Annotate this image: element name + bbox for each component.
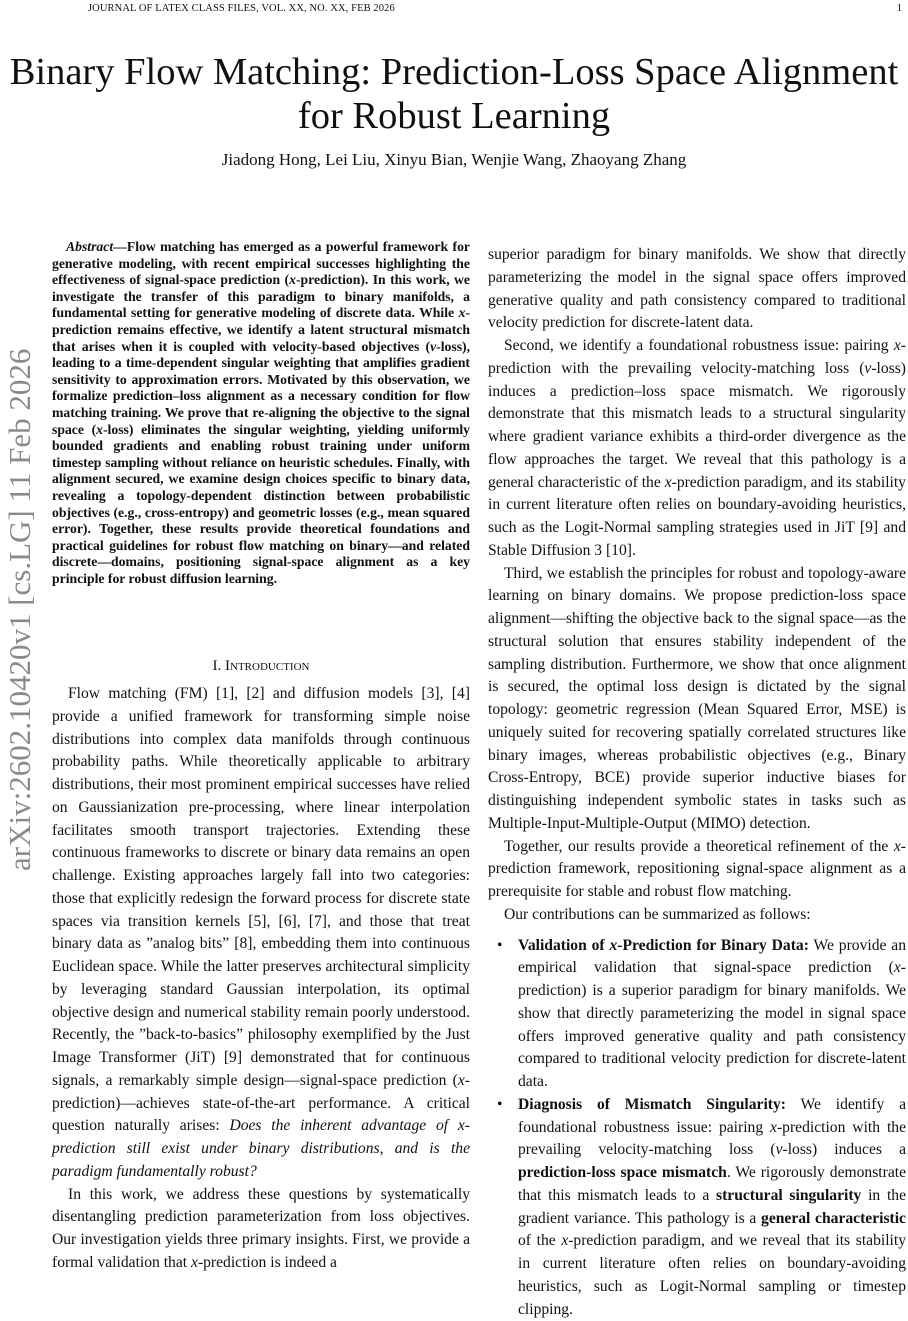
section-heading: I. Introduction	[52, 658, 470, 675]
text-run: -Prediction for Binary Data:	[617, 937, 809, 954]
text-run: Third, we establish the principles for robust and topology-aware learning on binary domains. We propose prediction-loss space alignment—shifting the objective back to the signal space—as the structural solution that ensures stability independent of the sampling distribution. Furthermore, we show that once alignment is secured, the optimal loss design is dictated by the signal topology: geometric regression (Mean Squared Error, MSE) is uniquely suited for recovering spatially correlated structures like binary images, whereas probabilistic objectives (e.g., Binary Cross-Entropy, BCE) provide superior inductive biases for distinguishing independent symbolic states in tasks such as Multiple-Input-Multiple-Output (MIMO) detection.	[488, 565, 906, 832]
contributions-list	[488, 935, 906, 1321]
text-run: -prediction remains effective, we identify a latent structural mismatch that arises when it is coupled with velocity-based objectives (	[52, 305, 470, 353]
text-run: -prediction paradigm, and we reveal that its stability in current literature often relies on boundary-avoiding heuristics, such as Logit-Normal sampling or timestep clipping.	[518, 1232, 906, 1317]
text-run: -prediction is indeed a	[198, 1254, 337, 1271]
math-symbol: x	[96, 422, 103, 437]
text-run: Validation of	[518, 937, 610, 954]
text-run: Our contributions can be summarized as follows:	[504, 906, 811, 923]
body-paragraph	[488, 836, 906, 904]
bullet-icon: •	[497, 935, 502, 958]
text-run: -loss) eliminates the singular weighting, yielding uniformly bounded gradients and enabling robust training under uniform timestep sampling without reliance on heuristic schedules. Finally, with alignment secured, we examine design choices specific to binary data, revealing a topology-dependent distinction between probabilistic objectives (e.g., cross-entropy) and geometric losses (e.g., mean squared error). Together, these results provide theoretical foundations and practical guidelines for robust flow matching on binary—and related discrete—domains, positioning signal-space alignment as a key principle for robust diffusion learning.	[52, 422, 470, 586]
text-run: of the	[518, 1232, 561, 1249]
text-run: -prediction paradigm, and its stability in current literature often relies on boundary-avoiding heuristics, such as the Logit-Normal sampling strategies used in JiT [9] and Stable Diffusion 3 [10].	[488, 474, 906, 559]
math-symbol: x	[610, 937, 618, 954]
paper-title: Binary Flow Matching: Prediction-Loss Space Alignment for Robust Learning	[0, 50, 908, 138]
math-symbol: x	[191, 1254, 198, 1271]
text-run: -prediction with the prevailing velocity-matching loss (	[488, 337, 906, 377]
list-item	[518, 1094, 906, 1321]
page-number: 1	[897, 3, 902, 14]
math-symbol: x	[458, 1072, 465, 1089]
text-run: Together, our results provide a theoretical refinement of the	[504, 838, 894, 855]
bullet-icon: •	[497, 1094, 502, 1117]
body-paragraph	[52, 1184, 470, 1275]
text-run: general characteristic	[761, 1210, 906, 1227]
body-paragraph	[488, 335, 906, 563]
right-column-body	[488, 244, 906, 1321]
body-paragraph	[52, 683, 470, 1184]
math-symbol: x	[770, 1119, 777, 1136]
text-run: . We rigorously demonstrate that this mismatch leads to a	[518, 1164, 906, 1204]
text-run: Abstract	[66, 239, 113, 254]
math-symbol: x	[459, 305, 466, 320]
list-item-text	[518, 1096, 906, 1318]
arxiv-stamp: arXiv:2602.10420v1 [cs.LG] 11 Feb 2026	[2, 285, 42, 935]
text-run: In this work, we address these questions by systematically disentangling prediction parameterization from loss objectives. Our investigation yields three primary insights. First, we provide a formal validation that	[52, 1186, 470, 1271]
text-run: Does the inherent advantage of x-prediction still exist under binary distributions, and is the paradigm fundamentally robust?	[52, 1117, 470, 1180]
text-run: prediction-loss space mismatch	[518, 1164, 727, 1181]
math-symbol: x	[561, 1232, 568, 1249]
math-symbol: x	[665, 474, 672, 491]
math-symbol: x	[894, 959, 901, 976]
text-run: -prediction framework, repositioning signal-space alignment as a prerequisite for stable and robust flow matching.	[488, 838, 906, 901]
text-run: -loss), leading to a time-dependent singular weighting that amplifies gradient sensitivity to approximation errors. Motivated by this observation, we formalize prediction–loss alignment as a necessary condition for flow matching training. We prove that re-aligning the objective to the signal space (	[52, 339, 470, 437]
text-run: structural singularity	[716, 1187, 861, 1204]
text-run: -prediction)—achieves state-of-the-art performance. A critical question naturally arises:	[52, 1072, 470, 1135]
text-run: superior paradigm for binary manifolds. We show that directly parameterizing the model in the signal space offers improved generative quality and path consistency compared to traditional velocity prediction for discrete-latent data.	[488, 246, 906, 331]
text-run: Diagnosis of Mismatch Singularity:	[518, 1096, 786, 1113]
text-run: -prediction) is a superior paradigm for binary manifolds. We show that directly parameterizing the model in signal space offers improved generative quality and path consistency compared to traditional velocity prediction for discrete-latent data.	[518, 959, 906, 1090]
list-item-text	[518, 937, 906, 1091]
math-symbol: x	[894, 337, 901, 354]
text-run: —Flow matching has emerged as a powerful framework for generative modeling, with recent empirical successes highlighting the effectiveness of signal-space prediction (	[52, 239, 470, 287]
text-run: Second, we identify a foundational robustness issue: pairing	[504, 337, 894, 354]
text-run: in the gradient variance. This pathology is a	[518, 1187, 906, 1227]
running-head: JOURNAL OF LATEX CLASS FILES, VOL. XX, NO. XX, FEB 2026	[88, 3, 395, 14]
abstract	[52, 239, 470, 587]
author-list: Jiadong Hong, Lei Liu, Xinyu Bian, Wenjie Wang, Zhaoyang Zhang	[0, 150, 908, 170]
text-run: Flow matching (FM) [1], [2] and diffusion models [3], [4] provide a unified framework for transforming simple noise distributions into complex data manifolds through continuous probability paths. While theoretically applicable to arbitrary distributions, their most prominent empirical successes have relied on Gaussianization pre-processing, where linear interpolation facilitates smooth transport trajectories. Extending these continuous frameworks to discrete or binary data remains an open challenge. Existing approaches largely fall into two categories: those that explicitly redesign the forward process for discrete state spaces via transition kernels [5], [6], [7], and those that treat binary data as ”analog bits” [8], embedding them into continuous Euclidean space. While the latter preserves architectural simplicity by leveraging standard Gaussian interpolation, its optimal objective design and numerical stability remain poorly understood. Recently, the ”back-to-basics” philosophy exemplified by the Just Image Transformer (JiT) [9] demonstrated that for continuous signals, a remarkably simple design—signal-space prediction (	[52, 685, 470, 1089]
text-run: We provide an empirical validation that signal-space prediction (	[518, 937, 906, 977]
abstract-paragraph	[52, 239, 470, 587]
math-symbol: v	[864, 360, 871, 377]
body-paragraph	[488, 904, 906, 927]
text-run: -loss) induces a	[783, 1141, 907, 1158]
left-column-body	[52, 683, 470, 1275]
list-item	[518, 935, 906, 1094]
text-run: -prediction with the prevailing velocity-matching loss (	[518, 1119, 906, 1159]
body-paragraph	[488, 244, 906, 335]
text-run: -loss) induces a prediction–loss space mismatch. We rigorously demonstrate that this mismatch leads to a structural singularity where gradient variance exhibits a third-order divergence as the flow approaches the target. We reveal that this pathology is a general characteristic of the	[488, 360, 906, 491]
body-paragraph	[488, 563, 906, 836]
math-symbol: v	[776, 1141, 783, 1158]
text-run: -prediction). In this work, we investigate the transfer of this paradigm to binary manifolds, a fundamental setting for generative modeling of discrete data. While	[52, 272, 470, 320]
math-symbol: x	[894, 838, 901, 855]
math-symbol: x	[289, 272, 296, 287]
text-run: We identify a foundational robustness issue: pairing	[518, 1096, 906, 1136]
math-symbol: v	[430, 339, 436, 354]
